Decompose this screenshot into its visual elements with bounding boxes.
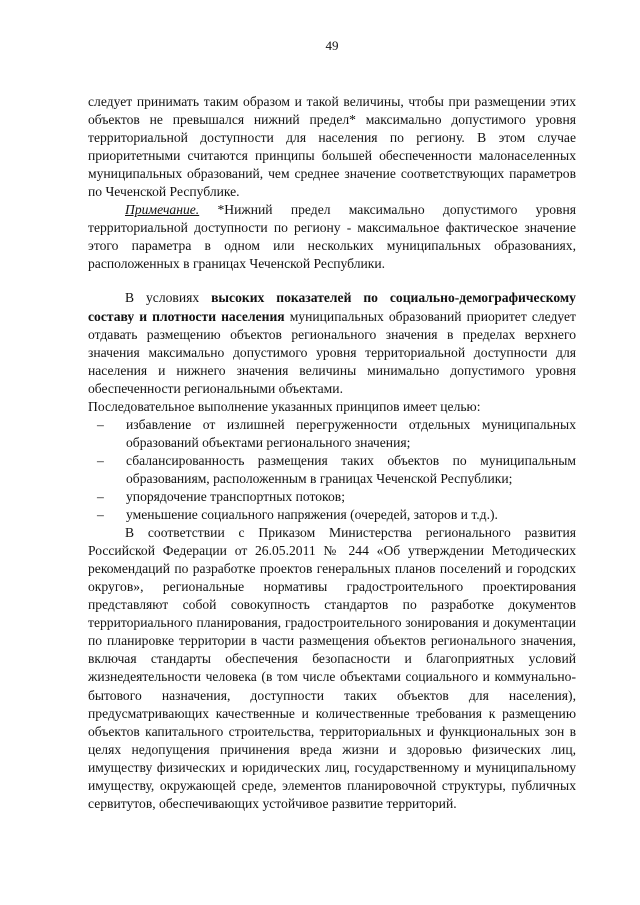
- document-page: [88, 0, 576, 905]
- paragraph-goals-intro: Последовательное выполнение указанных принципов имеет целью:: [88, 398, 481, 414]
- dash-bullet: –: [97, 452, 104, 468]
- list-item: [88, 416, 576, 452]
- list-item: [88, 506, 576, 524]
- list-item-text: избавление от излишней перегруженности отдельных муниципальных образований объектами регионального значения;: [126, 416, 576, 450]
- conditions-lead: В условиях: [125, 290, 212, 306]
- list-item: [88, 488, 576, 506]
- document-body: [88, 93, 576, 813]
- dash-bullet: –: [97, 416, 104, 432]
- dash-bullet: –: [97, 488, 104, 504]
- list-item: [88, 452, 576, 488]
- list-item-text: уменьшение социального напряжения (очередей, заторов и т.д.).: [126, 507, 498, 523]
- note-text: *Нижний предел максимально допустимого уровня территориальной доступности по региону - максимальное фактическое значение этого параметра в одном или нескольких муниципальных образованиях, расположенных в границах Чеченской Республики.: [88, 202, 576, 272]
- paragraph-note: [88, 201, 576, 273]
- paragraph-regulation: В соответствии с Приказом Министерства регионального развития Российской Федерации от 26.05.2011 № 244 «Об утверждении Методических рекомендаций по разработке проектов генеральных планов поселений и городских округов», региональные нормативы градостроительного проектирования представляют собой совокупность стандартов по разработке документов территориального планирования, градостроительного зонирования и документации по планировке территории в части размещения объектов регионального значения, включая стандарты обеспечения безопасности и благоприятных условий жизнедеятельности человека (в том числе объектами социального и коммунально-бытового назначения, доступности таких объектов для населения), предусматривающих качественные и количественные требования к размещению объектов капитального строительства, территориальных и функциональных зон в целях недопущения причинения вреда жизни и здоровью физических лиц, имуществу физических и юридических лиц, государственному и муниципальному имуществу, окружающей среде, элементов планировочной структуры, публичных сервитутов, обеспечивающих устойчивое развитие территорий.: [88, 525, 576, 811]
- conditions-rest: муниципальных образований приоритет следует отдавать размещению объектов регионального значения в пределах верхнего значения максимально допустимого уровня территориальной доступности для населения и нижнего значения величины минимально допустимого уровня обеспеченности региональными объектами.: [88, 308, 576, 396]
- list-item-text: сбалансированность размещения таких объектов по муниципальным образованиям, расположенным в границах Чеченской Республики;: [126, 452, 576, 486]
- goals-list: [88, 416, 576, 524]
- dash-bullet: –: [97, 507, 104, 523]
- paragraph-conditions: [88, 289, 576, 397]
- paragraph-continuation: следует принимать таким образом и такой величины, чтобы при размещении этих объектов не превышался нижний предел* максимально допустимого уровня территориальной доступности для населения по региону. В этом случае приоритетными считаются принципы большей обеспеченности малонаселенных муниципальных образований, чем среднее значение соответствующих параметров по Чеченской Республике.: [88, 94, 576, 200]
- note-label: Примечание.: [125, 202, 200, 218]
- list-item-text: упорядочение транспортных потоков;: [126, 488, 345, 504]
- conditions-emphasis: высоких показателей по социально-демографическому составу и плотности населения: [88, 290, 576, 324]
- page-number: 49: [325, 38, 339, 53]
